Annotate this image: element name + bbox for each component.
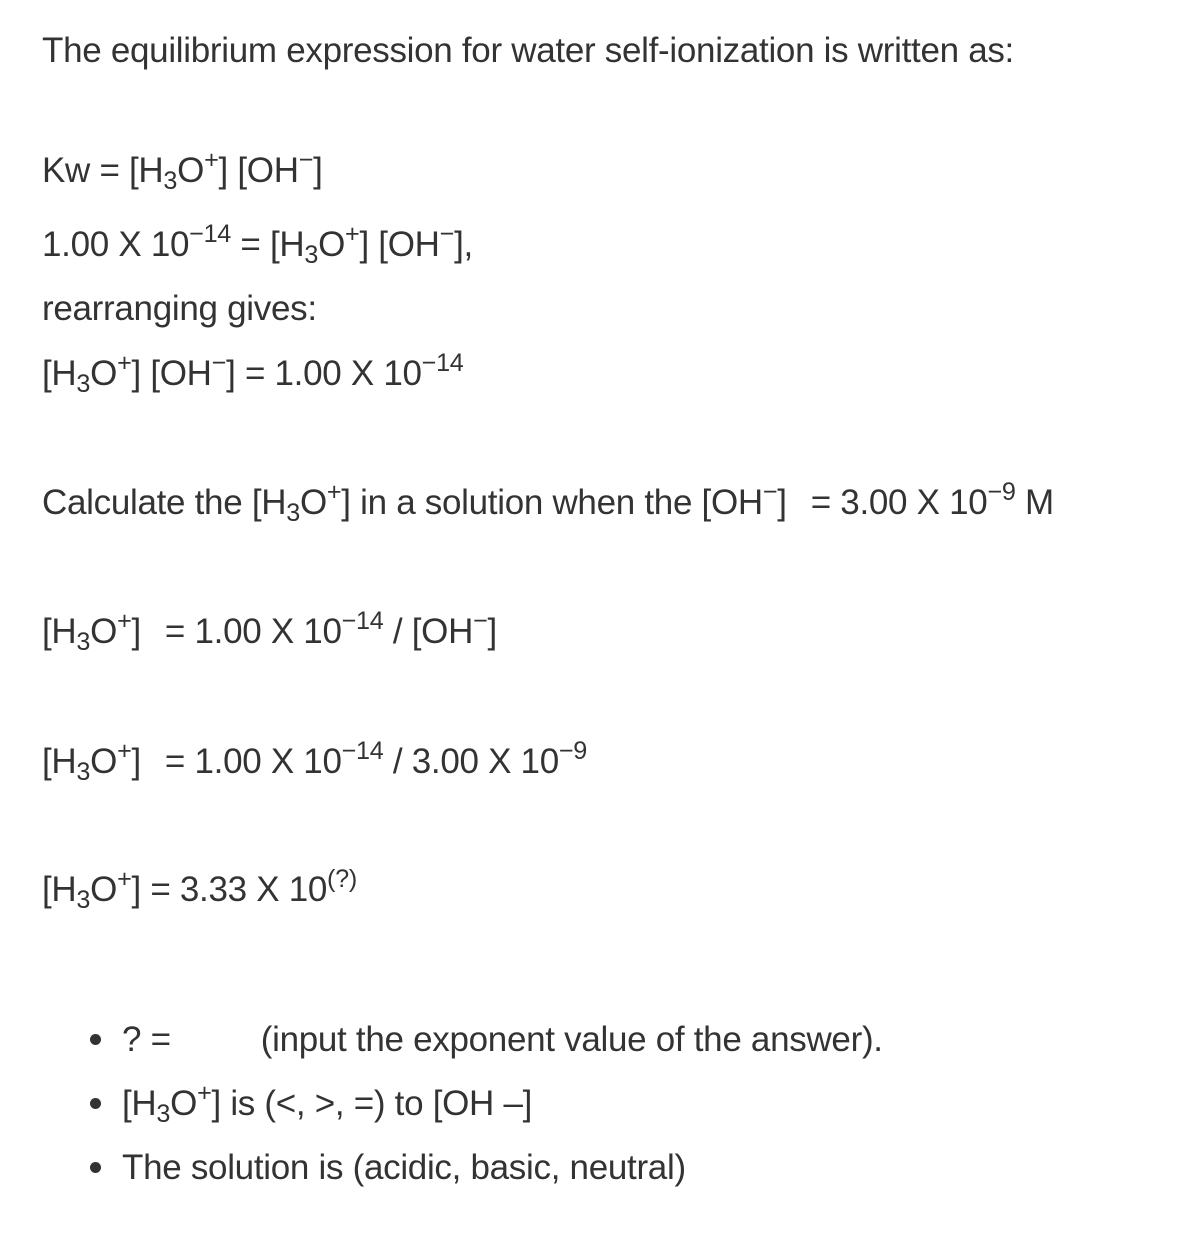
step-3-equation: $[H_3O^+] = 3.33$ X 10(?) <box>42 865 357 915</box>
answer-list <box>42 1022 883 1214</box>
rearranged-equation: $[H_3O^+] [OH^-] = 1.00$ X $10^{-14}$ <box>42 349 464 399</box>
step-1-equation: $[H_3O^+] = 1.00$ X $10^{-14} / [OH^-]$ <box>42 607 497 657</box>
bullet-icon <box>90 1162 101 1173</box>
kw-equation: $Kw = [H_3O^+]$ [OH−] <box>42 146 323 196</box>
bullet-icon <box>90 1098 101 1109</box>
list-item-solution-type: The solution is (acidic, basic, neutral) <box>42 1150 883 1214</box>
bullet-icon <box>90 1034 101 1045</box>
list-item-comparison: $[H_3O^+]$ is (<, >, =) to [OH –] <box>42 1086 883 1150</box>
question-text: Calculate the $[H_3O^+]$ in a solution when the [OH−] = 3.00 X $10^{-9}$ M <box>42 478 1054 528</box>
step-2-equation: $[H_3O^+] = 1.00$ X $10^{-14} / 3.00$ X $10^{-9}$ <box>42 737 588 787</box>
intro-text: The equilibrium expression for water self-ionization is written as: <box>42 31 1014 70</box>
list-item-exponent: ? = (input the exponent value of the answer). <box>42 1022 883 1086</box>
kw-value-equation: 1.00 X $10^{-14} = [H_3O^+]$ [OH−], <box>42 220 473 270</box>
rearranging-text: rearranging gives: <box>42 289 317 328</box>
